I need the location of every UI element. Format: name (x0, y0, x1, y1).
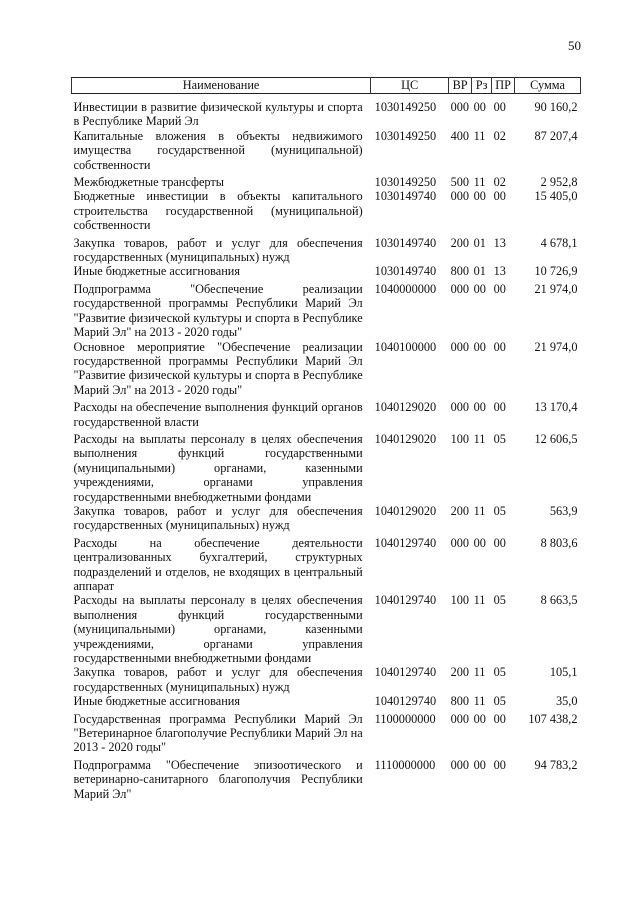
row-cs-code: 1030149250 (374, 100, 437, 114)
row-name: Основное мероприятие "Обеспечение реализации государственной программы Республики Марий Эл "Развитие физической культуры и спорта в Республике Марий Эл" на 2013 - 2020 годы" (73, 339, 363, 397)
row-sum: 15 405,0 (534, 189, 578, 204)
row-rz-code: 00 (473, 711, 486, 726)
row-name: Государственная программа Республики Марий Эл "Ветеринарное благополучие Республики Марий Эл на 2013 - 2020 годы" (73, 711, 363, 755)
table-row (72, 536, 581, 594)
row-pr-code: 00 (493, 100, 506, 114)
row-vr-code: 200 (450, 665, 470, 680)
row-cs-code: 1040129740 (374, 535, 437, 550)
row-cs-code: 1040129740 (374, 593, 437, 608)
row-cs-code: 1040129020 (374, 400, 437, 415)
row-pr-code: 02 (493, 175, 506, 190)
table-row (72, 189, 581, 235)
row-rz-code: 00 (473, 100, 486, 114)
row-sum: 13 170,4 (534, 400, 578, 415)
table-row (72, 282, 581, 340)
header-sum: Сумма (515, 78, 581, 94)
row-pr-code: 02 (493, 128, 506, 143)
row-pr-code: 13 (493, 264, 506, 279)
row-cs-code: 1030149250 (374, 175, 437, 190)
row-rz-code: 00 (473, 339, 486, 354)
row-name: Закупка товаров, работ и услуг для обеспечения государственных (муниципальных) нужд (73, 665, 363, 694)
row-rz-code: 01 (473, 235, 486, 250)
row-sum: 105,1 (549, 665, 578, 680)
row-sum: 107 438,2 (528, 711, 578, 726)
row-pr-code: 13 (493, 235, 506, 250)
row-name: Инвестиции в развитие физической культуры и спорта в Республике Марий Эл (73, 100, 363, 129)
row-name: Расходы на выплаты персоналу в целях обеспечения выполнения функций государственными (муниципальными) органами, казенными учреждениями, органами управления государственными внебюджетными фондами (73, 593, 363, 666)
row-pr-code: 00 (493, 189, 506, 204)
row-vr-code: 400 (450, 128, 470, 143)
row-vr-code: 000 (450, 535, 470, 550)
row-vr-code: 100 (450, 431, 470, 446)
row-name: Расходы на обеспечение деятельности централизованных бухгалтерий, структурных подразделений и отделов, не входящих в центральный аппарат (73, 535, 363, 593)
table-row (72, 129, 581, 175)
row-vr-code: 000 (450, 400, 470, 415)
row-cs-code: 1110000000 (374, 757, 436, 772)
table-row (72, 593, 581, 665)
table-row (72, 712, 581, 758)
table-row (72, 665, 581, 694)
row-vr-code: 100 (450, 593, 470, 608)
row-name: Подпрограмма "Обеспечение реализации государственной программы Республики Марий Эл "Развитие физической культуры и спорта в Республике Марий Эл" на 2013 - 2020 годы" (73, 281, 363, 340)
table-row (72, 340, 581, 401)
row-cs-code: 1040129020 (374, 431, 437, 446)
row-sum: 35,0 (555, 694, 578, 709)
row-sum: 2 952,8 (540, 175, 578, 190)
row-vr-code: 000 (450, 711, 470, 726)
table-header-row (72, 78, 581, 94)
row-name: Расходы на обеспечение выполнения функций органов государственной власти (73, 400, 363, 429)
row-sum: 21 974,0 (534, 281, 578, 296)
row-pr-code: 00 (493, 757, 506, 772)
row-cs-code: 1030149740 (374, 235, 437, 250)
row-pr-code: 05 (493, 431, 506, 446)
row-vr-code: 800 (450, 264, 470, 279)
row-rz-code: 11 (473, 175, 486, 190)
row-rz-code: 11 (473, 431, 486, 446)
row-rz-code: 01 (473, 264, 486, 279)
row-rz-code: 11 (473, 128, 486, 143)
row-name: Иные бюджетные ассигнования (73, 264, 241, 279)
row-name: Расходы на выплаты персоналу в целях обеспечения выполнения функций государственными (муниципальными) органами, казенными учреждениями, органами управления государственными внебюджетными фондами (73, 431, 363, 504)
table-row (72, 100, 581, 129)
row-sum: 8 663,5 (540, 593, 578, 608)
row-rz-code: 11 (473, 665, 486, 680)
row-pr-code: 00 (493, 711, 506, 726)
row-rz-code: 00 (473, 535, 486, 550)
row-pr-code: 00 (493, 281, 506, 296)
row-vr-code: 500 (450, 175, 470, 190)
row-cs-code: 1030149740 (374, 189, 437, 204)
row-name: Закупка товаров, работ и услуг для обеспечения государственных (муниципальных) нужд (73, 503, 363, 533)
budget-table (71, 77, 581, 801)
header-vr: ВР (449, 78, 472, 94)
row-pr-code: 00 (493, 535, 506, 550)
header-rz: Рз (472, 78, 492, 94)
table-row (72, 504, 581, 536)
row-vr-code: 000 (450, 757, 470, 772)
row-sum: 90 160,2 (534, 100, 578, 114)
row-sum: 4 678,1 (540, 235, 578, 250)
row-vr-code: 200 (450, 235, 470, 250)
row-pr-code: 05 (493, 665, 506, 680)
header-pr: ПР (492, 78, 515, 94)
row-pr-code: 00 (493, 339, 506, 354)
header-name: Наименование (72, 78, 371, 94)
row-vr-code: 800 (450, 694, 470, 709)
row-vr-code: 000 (450, 189, 470, 204)
row-rz-code: 11 (473, 503, 486, 518)
row-sum: 8 803,6 (540, 535, 578, 550)
row-rz-code: 11 (473, 694, 486, 709)
row-name: Закупка товаров, работ и услуг для обеспечения государственных (муниципальных) нужд (73, 235, 363, 265)
row-cs-code: 1100000000 (374, 711, 436, 726)
row-rz-code: 00 (473, 757, 486, 772)
table-row (72, 264, 581, 281)
row-rz-code: 00 (473, 189, 486, 204)
row-sum: 87 207,4 (534, 128, 578, 143)
row-vr-code: 000 (450, 339, 470, 354)
row-name: Иные бюджетные ассигнования (73, 694, 241, 709)
row-pr-code: 05 (493, 593, 506, 608)
row-rz-code: 00 (473, 400, 486, 415)
row-sum: 12 606,5 (534, 431, 578, 446)
row-cs-code: 1040129020 (374, 503, 437, 518)
row-name: Межбюджетные трансферты (73, 175, 225, 190)
table-row (72, 175, 581, 189)
row-cs-code: 1040129740 (374, 665, 437, 680)
row-cs-code: 1030149250 (374, 128, 437, 143)
row-pr-code: 00 (493, 400, 506, 415)
header-cs: ЦС (371, 78, 449, 94)
row-vr-code: 000 (450, 281, 470, 296)
row-pr-code: 05 (493, 503, 506, 518)
row-name: Подпрограмма "Обеспечение эпизоотического и ветеринарно-санитарного благополучия Республики Марий Эл" (73, 757, 363, 801)
row-cs-code: 1040129740 (374, 694, 437, 709)
table-row (72, 694, 581, 711)
table-row (72, 400, 581, 432)
table-row (72, 432, 581, 504)
row-sum: 21 974,0 (534, 339, 578, 354)
row-cs-code: 1030149740 (374, 264, 437, 279)
page-number: 50 (568, 38, 581, 53)
row-vr-code: 200 (450, 503, 470, 518)
row-rz-code: 11 (473, 593, 486, 608)
row-vr-code: 000 (450, 100, 470, 114)
row-rz-code: 00 (473, 281, 486, 296)
table-row (72, 758, 581, 801)
row-cs-code: 1040100000 (374, 339, 437, 354)
table-row (72, 236, 581, 265)
row-pr-code: 05 (493, 694, 506, 709)
row-sum: 10 726,9 (534, 264, 578, 279)
row-cs-code: 1040000000 (374, 281, 437, 296)
row-name: Бюджетные инвестиции в объекты капитального строительства государственной (муниципальной) собственности (73, 189, 363, 233)
row-name: Капитальные вложения в объекты недвижимого имущества государственной (муниципальной) собственности (73, 128, 363, 172)
row-sum: 563,9 (549, 503, 578, 518)
row-sum: 94 783,2 (534, 757, 578, 772)
